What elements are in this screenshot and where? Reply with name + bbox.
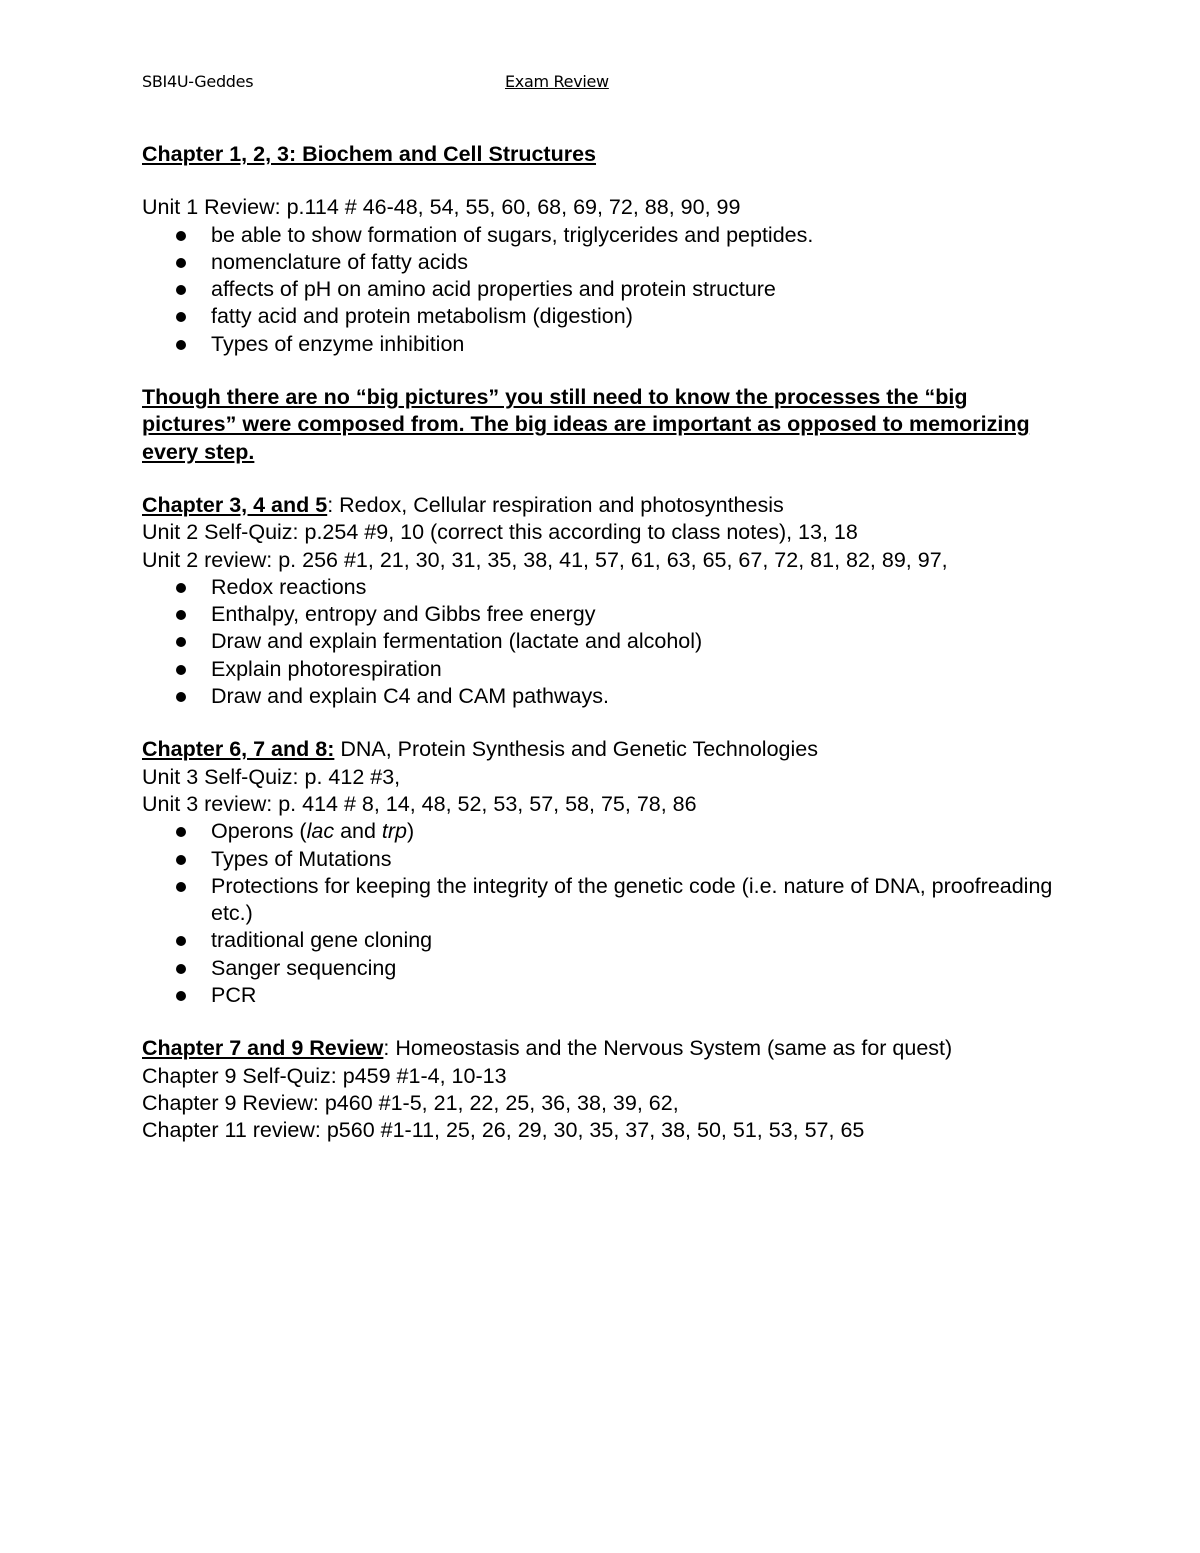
- section-chapter-6-8: [142, 736, 1072, 1009]
- bullet-icon: [176, 882, 186, 892]
- list-item: traditional gene cloning: [142, 927, 1072, 954]
- section-subtitle: : Redox, Cellular respiration and photosynthesis: [327, 492, 784, 517]
- bullet-icon: [176, 285, 186, 295]
- list-item: Sanger sequencing: [142, 955, 1072, 982]
- list-item: Types of Mutations: [142, 846, 1072, 873]
- section-subtitle: : Homeostasis and the Nervous System (same as for quest): [383, 1036, 953, 1061]
- review-line: Unit 3 review: p. 414 # 8, 14, 48, 52, 53, 57, 58, 75, 78, 86: [142, 791, 697, 816]
- bullet-icon: [176, 312, 186, 322]
- quiz-line: Unit 2 Self-Quiz: p.254 #9, 10 (correct this according to class notes), 13, 18: [142, 520, 858, 545]
- list-item: be able to show formation of sugars, triglycerides and peptides.: [142, 222, 1072, 249]
- bullet-icon: [176, 665, 186, 675]
- list-item: Draw and explain C4 and CAM pathways.: [142, 683, 1072, 710]
- bullet-list: [142, 818, 1072, 1009]
- bullet-list: [142, 222, 1072, 358]
- section-title: Chapter 3, 4 and 5: [142, 492, 328, 517]
- review-line: Unit 2 review: p. 256 #1, 21, 30, 31, 35, 38, 41, 57, 61, 63, 65, 67, 72, 81, 82, 89, 97,: [142, 547, 948, 572]
- section-subtitle: DNA, Protein Synthesis and Genetic Technologies: [334, 737, 818, 762]
- list-item: Types of enzyme inhibition: [142, 331, 1072, 358]
- list-item: Enthalpy, entropy and Gibbs free energy: [142, 601, 1072, 628]
- bullet-icon: [176, 964, 186, 974]
- bullet-icon: [176, 827, 186, 837]
- quiz-line: Unit 3 Self-Quiz: p. 412 #3,: [142, 764, 401, 789]
- bullet-list: [142, 574, 1072, 710]
- list-item: Protections for keeping the integrity of the genetic code (i.e. nature of DNA, proofreading etc.): [142, 873, 1072, 928]
- section-title: Chapter 1, 2, 3: Biochem and Cell Structures: [142, 142, 597, 166]
- bullet-icon: [176, 855, 186, 865]
- bullet-icon: [176, 583, 186, 593]
- section-title: Chapter 7 and 9 Review: [142, 1036, 384, 1061]
- list-item: Draw and explain fermentation (lactate and alcohol): [142, 628, 1072, 655]
- bullet-icon: [176, 692, 186, 702]
- review-line: Chapter 9 Self-Quiz: p459 #1-4, 10-13: [142, 1063, 507, 1088]
- bullet-icon: [176, 637, 186, 647]
- document-body: [142, 141, 1072, 1145]
- list-item: fatty acid and protein metabolism (digestion): [142, 303, 1072, 330]
- bullet-icon: [176, 231, 186, 241]
- list-item: PCR: [142, 982, 1072, 1009]
- section-chapter-7-9: [142, 1035, 1072, 1144]
- bullet-icon: [176, 340, 186, 350]
- list-item: Explain photorespiration: [142, 656, 1072, 683]
- list-item: nomenclature of fatty acids: [142, 249, 1072, 276]
- bullet-icon: [176, 610, 186, 620]
- section-chapter-1-3: [142, 141, 1072, 358]
- important-note: Though there are no “big pictures” you still need to know the processes the “big pictures” were composed from. The big ideas are important as opposed to memorizing every step.: [142, 385, 1030, 464]
- bullet-icon: [176, 936, 186, 946]
- section-chapter-3-5: [142, 492, 1072, 710]
- document-title: Exam Review: [505, 72, 609, 91]
- list-item: Operons (lac and trp): [142, 818, 1072, 845]
- bullet-icon: [176, 991, 186, 1001]
- list-item: Redox reactions: [142, 574, 1072, 601]
- review-line: Unit 1 Review: p.114 # 46-48, 54, 55, 60, 68, 69, 72, 88, 90, 99: [142, 195, 741, 220]
- review-line: Chapter 9 Review: p460 #1-5, 21, 22, 25, 36, 38, 39, 62,: [142, 1090, 679, 1115]
- list-item: affects of pH on amino acid properties and protein structure: [142, 276, 1072, 303]
- course-header: SBI4U-Geddes: [142, 72, 254, 91]
- review-line: Chapter 11 review: p560 #1-11, 25, 26, 29, 30, 35, 37, 38, 50, 51, 53, 57, 65: [142, 1118, 865, 1143]
- bullet-icon: [176, 258, 186, 268]
- section-title: Chapter 6, 7 and 8:: [142, 737, 335, 762]
